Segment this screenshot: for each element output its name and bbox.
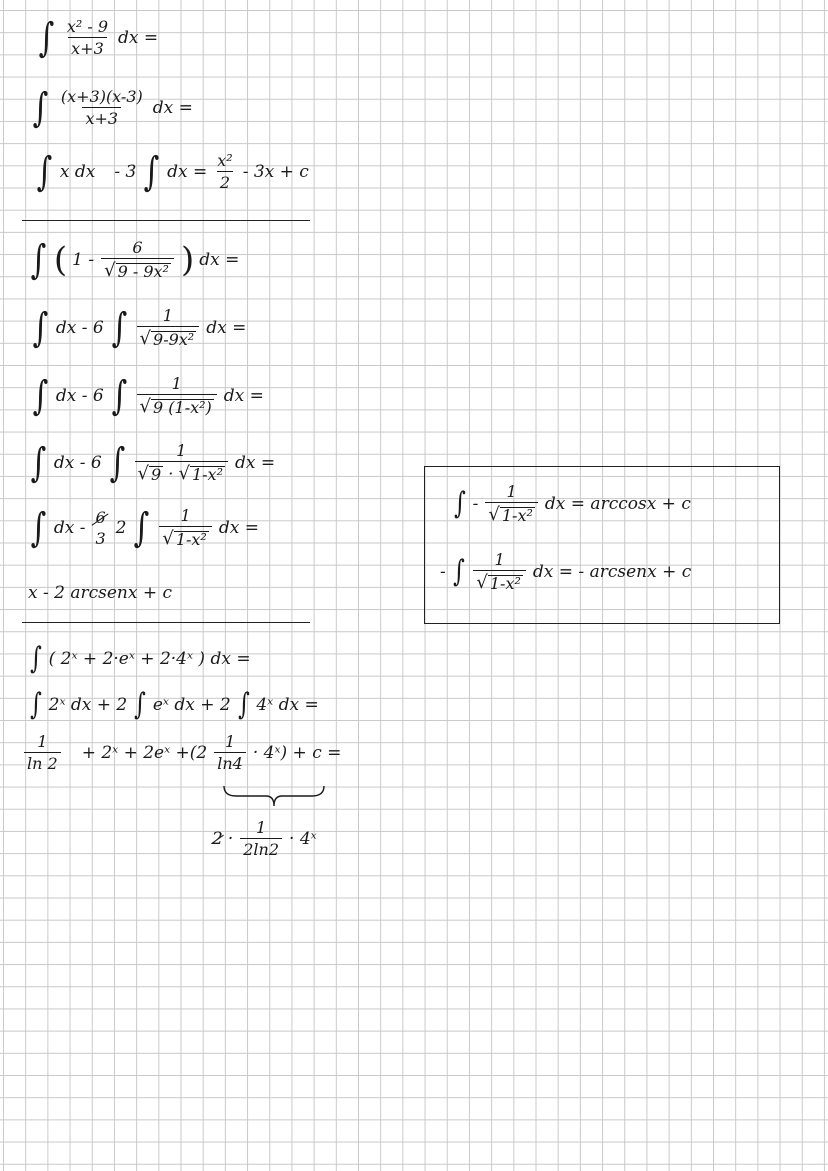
fraction (135, 308, 202, 348)
numerator: 1 (494, 550, 505, 569)
integral-sign: ∫ (143, 149, 160, 195)
denominator: 2ln2 (240, 838, 282, 858)
fraction (22, 734, 63, 772)
numerator: 1 (37, 732, 48, 751)
integral-sign: ∫ (30, 505, 47, 551)
term: 2 (212, 828, 223, 849)
denominator: √ 9-9x² (137, 326, 200, 348)
open-paren: ( (53, 240, 68, 280)
equation-line-4 (28, 237, 240, 283)
close-paren: ) (180, 240, 195, 280)
fraction (157, 508, 214, 548)
term: + 2ˣ + 2eˣ +(2 (81, 742, 208, 763)
denominator: √ 9 · √ 1-x² (135, 461, 228, 483)
term: dx = (167, 161, 208, 182)
equation-line-5 (30, 305, 247, 351)
equation-tail: dx = - arcsenx + c (532, 561, 692, 582)
integral-sign: ∫ (452, 554, 465, 589)
term: dx - 6 (53, 452, 102, 473)
radicand: 1-x² (489, 574, 521, 593)
integral-sign: ∫ (38, 15, 55, 61)
denominator: √ 9 - 9x² (101, 258, 174, 280)
denominator: 3 (95, 528, 106, 548)
radicand: 9 (151, 465, 162, 484)
numerator: 1 (171, 374, 182, 393)
term: 1 - (72, 249, 95, 270)
numerator: 6 (132, 238, 143, 257)
equation-line-2 (30, 85, 193, 131)
fraction (483, 484, 540, 524)
denominator: x+3 (82, 107, 121, 127)
term: 2ˣ dx + 2 (48, 694, 128, 715)
numerator: 1 (162, 306, 173, 325)
term: - 3 (114, 161, 137, 182)
underbrace (222, 784, 326, 808)
fraction (133, 443, 230, 483)
term: x dx (59, 161, 96, 182)
equation-line-10 (28, 687, 319, 722)
equation-line-3 (34, 149, 309, 195)
term: eˣ dx + 2 (152, 694, 231, 715)
equation-tail: dx = (223, 385, 264, 406)
result-line (28, 585, 172, 602)
equation-line-8 (28, 505, 259, 551)
equation-line-11 (22, 734, 341, 772)
radicand: 9-9x² (153, 330, 195, 349)
fraction (62, 19, 113, 57)
numerator: 1 (224, 732, 236, 751)
numerator: 1 (256, 818, 267, 837)
numerator: x² - 9 (66, 17, 109, 36)
term: 4ˣ dx = (256, 694, 319, 715)
denominator: √ 1-x² (159, 526, 212, 548)
integral-sign: ∫ (109, 440, 125, 486)
term: dx - 6 (55, 385, 104, 406)
term: ( 2ˣ + 2·eˣ + 2·4ˣ ) dx = (48, 648, 251, 669)
term: dx - 6 (55, 317, 104, 338)
denominator: 2 (217, 171, 233, 191)
equation-tail: · 4ˣ) + c = (252, 742, 342, 763)
fraction (56, 89, 148, 127)
fraction (471, 552, 528, 592)
denominator: ln 2 (24, 752, 61, 772)
integral-sign: ∫ (111, 373, 127, 419)
term: - (472, 493, 479, 514)
numerator: 1 (506, 482, 517, 501)
equation-tail: dx = (206, 317, 247, 338)
dot: · (168, 464, 174, 483)
denominator: ln4 (214, 752, 246, 772)
numerator: (x+3)(x-3) (60, 87, 143, 106)
denominator: √ 1-x² (485, 502, 538, 524)
fraction (238, 820, 284, 858)
fraction (212, 734, 248, 772)
denominator: √ 1-x² (473, 570, 526, 592)
equation-tail: · 4ˣ (289, 828, 317, 849)
fraction (90, 507, 110, 548)
fraction (212, 153, 237, 191)
radicand: 1-x² (501, 506, 533, 525)
integral-sign: ∫ (30, 440, 47, 486)
equation-line-9 (28, 641, 251, 676)
term: dx - (53, 517, 86, 538)
equation-tail: dx = (152, 97, 193, 118)
equation-tail: dx = (199, 249, 240, 270)
box-formula-2 (440, 552, 691, 592)
numerator: 1 (180, 506, 191, 525)
numerator: 1 (176, 441, 187, 460)
term: 2 (115, 517, 127, 538)
equation-tail: - 3x + c (242, 161, 309, 182)
equation-tail: dx = (218, 517, 259, 538)
dot: · (227, 828, 234, 849)
denominator: √ 9 (1-x²) (137, 394, 217, 416)
radicand: 9 - 9x² (117, 262, 169, 281)
equation-tail: dx = arccosx + c (544, 493, 691, 514)
equation-line-7 (28, 440, 276, 486)
equation-tail: dx = (118, 27, 159, 48)
denominator: x+3 (68, 37, 107, 57)
radicand: 1-x² (191, 465, 223, 484)
integral-sign: ∫ (36, 149, 53, 195)
integral-sign: ∫ (30, 237, 47, 283)
integral-sign: ∫ (32, 373, 49, 419)
fraction (99, 240, 176, 280)
radicand: 1-x² (175, 530, 207, 549)
integral-sign: ∫ (29, 641, 42, 676)
integral-sign: ∫ (29, 687, 42, 722)
equation-line-1 (36, 15, 159, 61)
equation-line-6 (30, 373, 264, 419)
result-text: x - 2 arcsenx + c (28, 583, 173, 603)
integral-sign: ∫ (32, 305, 49, 351)
integral-sign: ∫ (237, 687, 250, 722)
radicand: 9 (1-x²) (153, 398, 212, 417)
equation-tail: dx = (235, 452, 276, 473)
integral-sign: ∫ (134, 505, 150, 551)
integral-sign: ∫ (453, 486, 466, 521)
numerator: x² (217, 151, 233, 170)
separator-line (22, 622, 310, 623)
box-formula-1 (452, 484, 691, 524)
integral-sign: ∫ (134, 687, 146, 722)
separator-line (22, 220, 310, 221)
term: - (440, 561, 446, 582)
integral-sign: ∫ (32, 85, 49, 131)
fraction (135, 376, 219, 416)
numerator: 6 (92, 510, 108, 528)
equation-line-12 (212, 820, 317, 858)
integral-sign: ∫ (111, 305, 127, 351)
